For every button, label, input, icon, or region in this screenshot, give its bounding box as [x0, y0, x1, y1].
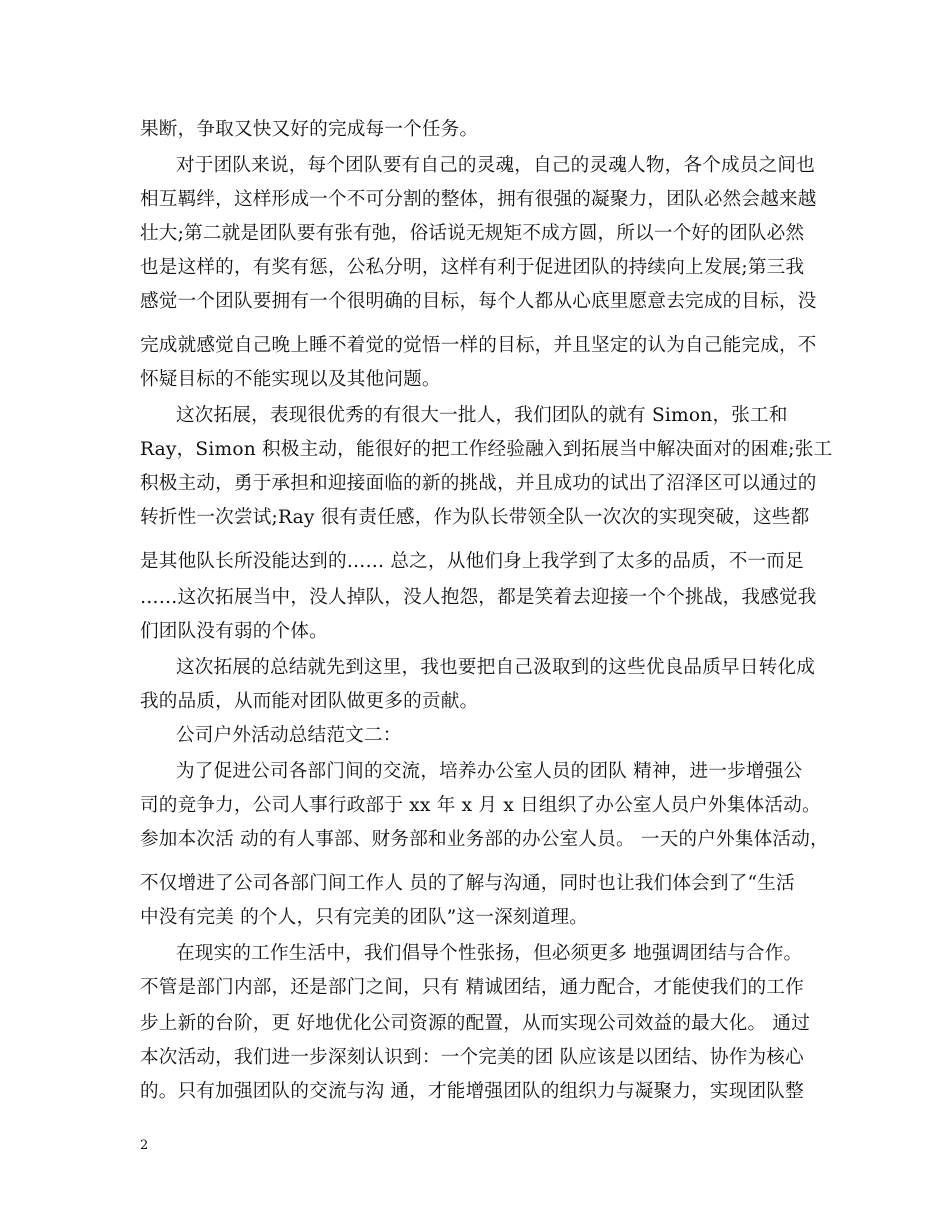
text-line: 积极主动，勇于承担和迎接面临的新的挑战，并且成功的试出了沼泽区可以通过的: [140, 473, 817, 494]
text-line: 对于团队来说，每个团队要有自己的灵魂，自己的灵魂人物，各个成员之间也: [176, 155, 815, 176]
text-line: 感觉一个团队要拥有一个很明确的目标，每个人都从心底里愿意去完成的目标，没: [140, 291, 817, 312]
text-line: 本次活动，我们进一步深刻认识到：一个完美的团 队应该是以团结、协作为核心: [140, 1047, 804, 1068]
text-line: 果断，争取又快又好的完成每一个任务。: [140, 119, 479, 140]
text-line: 司的竞争力，公司人事行政部于 xx 年 x 月 x 日组织了办公室人员户外集体活动。: [140, 795, 821, 816]
text-line: 不仅增进了公司各部门间工作人 员的了解与沟通，同时也让我们体会到了“生活: [140, 873, 795, 894]
text-line: 完成就感觉自己晚上睡不着觉的觉悟一样的目标，并且坚定的认为自己能完成，不: [140, 335, 817, 356]
text-line: 这次拓展，表现很优秀的有很大一批人，我们团队的就有 Simon，张工和: [176, 405, 788, 426]
text-line: 为了促进公司各部门间的交流，培养办公室人员的团队 精神，进一步增强公: [176, 761, 803, 782]
text-line: 参加本次活 动的有人事部、财务部和业务部的办公室人员。 一天的户外集体活动，: [140, 829, 829, 850]
text-line: 我的品质，从而能对团队做更多的贡献。: [140, 691, 479, 712]
text-line: 在现实的工作生活中，我们倡导个性张扬，但必须更多 地强调团结与合作。: [176, 943, 803, 964]
text-line: 是其他队长所没能达到的…… 总之，从他们身上我学到了太多的品质，不一而足: [140, 551, 804, 572]
text-line: 转折性一次尝试;Ray 很有责任感，作为队长带领全队一次次的实现突破，这些都: [140, 507, 810, 528]
page-number: 2: [140, 1138, 149, 1153]
text-line: Ray，Simon 积极主动，能很好的把工作经验融入到拓展当中解决面对的困难;张工: [140, 439, 833, 460]
text-line: 们团队没有弱的个体。: [140, 621, 328, 642]
text-line: 怀疑目标的不能实现以及其他问题。: [140, 369, 441, 390]
text-line: 相互羁绊，这样形成一个不可分割的整体，拥有很强的凝聚力，团队必然会越来越: [140, 189, 817, 210]
text-line: 公司户外活动总结范文二：: [176, 725, 402, 746]
text-line: 不管是部门内部，还是部门之间，只有 精诚团结，通力配合，才能使我们的工作: [140, 977, 804, 998]
text-line: 也是这样的，有奖有惩，公私分明，这样有利于促进团队的持续向上发展;第三我: [140, 257, 805, 278]
text-line: ……这次拓展当中，没人掉队，没人抱怨，都是笑着去迎接一个个挑战，我感觉我: [140, 587, 817, 608]
text-line: 中没有完美 的个人，只有完美的团队”这一深刻道理。: [140, 907, 589, 928]
text-line: 这次拓展的总结就先到这里，我也要把自己汲取到的这些优良品质早日转化成: [176, 657, 815, 678]
text-line: 步上新的台阶，更 好地优化公司资源的配置，从而实现公司效益的最大化。 通过: [140, 1013, 811, 1034]
text-line: 的。只有加强团队的交流与沟 通，才能增强团队的组织力与凝聚力，实现团队整: [140, 1081, 804, 1102]
text-line: 壮大;第二就是团队要有张有弛，俗话说无规矩不成方圆，所以一个好的团队必然: [140, 223, 805, 244]
